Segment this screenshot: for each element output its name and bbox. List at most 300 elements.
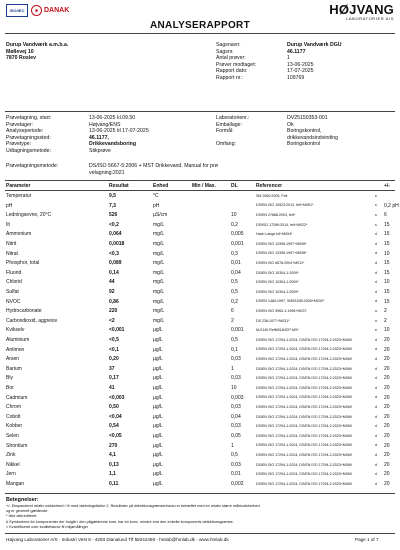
cell-flag: d bbox=[375, 270, 377, 275]
cell-uncertainty: 20 bbox=[384, 404, 390, 411]
cell-result: 0,54 bbox=[109, 423, 119, 430]
cell-reference: DS/EN ISO 10304-1:2009* bbox=[256, 280, 299, 285]
case-label: Antal prøver: bbox=[216, 55, 246, 61]
case-label: Sagsnavn: bbox=[216, 42, 241, 48]
footer-address: Højvang Laboratorier A/S · Industri Vest 8 - 4293 Dianalund Tlf 58242458 - hmlab@hmlab.dk - www.hmlab.dk bbox=[6, 537, 229, 542]
cell-unit: µg/L bbox=[153, 452, 163, 459]
cell-uncertainty: 20 bbox=[384, 337, 390, 343]
cell-reference: DS/EN ISO 10523:2012, felt+M051* bbox=[256, 203, 314, 208]
cell-uncertainty: 15 bbox=[384, 260, 390, 267]
cell-dl: 0,03 bbox=[231, 423, 241, 430]
cell-param: Aluminium bbox=[6, 337, 30, 343]
table-row bbox=[5, 479, 395, 489]
cell-dl: 1 bbox=[231, 442, 234, 449]
cell-flag: d bbox=[375, 472, 377, 477]
cell-param: Antimon bbox=[6, 346, 25, 353]
cell-uncertainty: 0,2 pH bbox=[384, 202, 399, 209]
col-references: Referencer bbox=[256, 183, 283, 189]
cell-param: NVOC bbox=[6, 298, 21, 305]
cell-param: Ammonium bbox=[6, 231, 32, 238]
cell-param: Ledningsevne, 20°C bbox=[6, 212, 52, 219]
table-row bbox=[5, 239, 395, 249]
sample-value: Ok bbox=[287, 121, 294, 128]
cell-uncertainty: 20 bbox=[384, 346, 390, 353]
cell-uncertainty: 20 bbox=[384, 461, 390, 468]
cell-unit: µg/L bbox=[153, 337, 163, 343]
cell-uncertainty: 20 bbox=[384, 375, 390, 382]
sample-value: 13-06-2025 til 17-07-2025 bbox=[89, 128, 149, 134]
cell-param: Sulfat bbox=[6, 289, 19, 295]
case-label: Rapport dato: bbox=[216, 68, 248, 74]
cell-flag: u bbox=[375, 318, 377, 323]
brand-subtitle: LABORATORIER A/S bbox=[346, 16, 394, 21]
cell-dl: 0,5 bbox=[231, 289, 238, 295]
case-value: 46.1177 bbox=[287, 48, 306, 55]
cell-param: Temperatur bbox=[6, 193, 32, 199]
cell-dl: 0,03 bbox=[231, 375, 241, 382]
cell-reference: DS/ISO 17289:2014, felt+M022* bbox=[256, 222, 308, 227]
cell-result: 4,1 bbox=[109, 452, 116, 459]
cell-result: <0,2 bbox=[109, 221, 119, 228]
cell-unit: mg/L bbox=[153, 317, 165, 324]
cell-result: 0,20 bbox=[109, 356, 119, 363]
cell-result: <0,003 bbox=[109, 394, 125, 401]
cell-unit: µg/L bbox=[153, 385, 163, 391]
cell-reference: DS/EN ISO 17294-1:2024, DS/EN ISO 17294-2:2023+M069 bbox=[256, 414, 352, 419]
cell-unit: µg/L bbox=[153, 481, 163, 487]
cell-dl: 0,3 bbox=[231, 250, 238, 257]
cell-flag: d bbox=[375, 251, 377, 256]
cell-flag: d bbox=[375, 289, 377, 294]
cell-reference: DS/EN ISO 17294-1:2024, DS/EN ISO 17294-2:2023+M069 bbox=[256, 481, 352, 486]
cell-result: 526 bbox=[109, 212, 118, 219]
sample-label: Laboratorienr.: bbox=[216, 115, 250, 121]
cell-uncertainty: 2 bbox=[384, 317, 387, 324]
col-uncertainty: +/- bbox=[384, 183, 390, 189]
sample-value: Stikprøve bbox=[89, 147, 111, 154]
table-row bbox=[5, 220, 395, 230]
cell-unit: µg/L bbox=[153, 442, 163, 449]
brand-name: HØJVANG bbox=[329, 2, 394, 17]
cell-reference: DS/EN ISO 17294-1:2024, DS/EN ISO 17294-2:2023+M069 bbox=[256, 356, 352, 361]
table-row bbox=[5, 268, 395, 278]
cell-uncertainty: 15 bbox=[384, 221, 390, 228]
cell-unit: mg/L bbox=[153, 260, 165, 267]
cell-result: <0,001 bbox=[109, 327, 125, 334]
cell-flag: s bbox=[375, 203, 377, 208]
cell-unit: µg/L bbox=[153, 423, 163, 430]
cell-param: Cadmium bbox=[6, 394, 28, 401]
cell-flag: s bbox=[375, 193, 377, 198]
case-label: Rapport nr.: bbox=[216, 74, 244, 81]
cell-flag: e bbox=[375, 328, 377, 333]
cell-uncertainty: 20 bbox=[384, 423, 390, 430]
sample-label: Prøvetype: bbox=[6, 141, 32, 147]
cell-param: Strontium bbox=[6, 442, 28, 449]
sample-value: Boringskontrol bbox=[287, 141, 321, 147]
cell-flag: d bbox=[375, 376, 377, 381]
cell-unit: mg/L bbox=[153, 241, 165, 247]
cell-param: Nitrat bbox=[6, 250, 18, 257]
cell-dl: 0,001 bbox=[231, 241, 244, 247]
cell-reference: DS/EN ISO 17294-1:2024, DS/EN ISO 17294-2:2023+M069 bbox=[256, 433, 352, 438]
cell-reference: DS/EN ISO 9963-1:1996+M037 bbox=[256, 308, 307, 313]
cell-reference: DS/EN ISO 17294-1:2024, DS/EN ISO 17294-2:2023+M069 bbox=[256, 472, 352, 477]
method-label: Prøvetagningsmetode: bbox=[6, 163, 59, 169]
table-row bbox=[5, 249, 395, 259]
cell-flag: d bbox=[375, 481, 377, 486]
cell-unit: mg/L bbox=[153, 269, 165, 276]
cell-uncertainty: 15 bbox=[384, 298, 390, 305]
danak-label: DANAK bbox=[44, 7, 70, 14]
table-row bbox=[5, 325, 395, 335]
cell-unit: pH bbox=[153, 202, 160, 209]
case-value: 1 bbox=[287, 55, 290, 61]
table-row bbox=[5, 402, 395, 412]
client-street: Møllevej 10 bbox=[6, 48, 34, 55]
cell-unit: °C bbox=[153, 193, 159, 199]
cell-unit: mg/L bbox=[153, 250, 165, 257]
cell-result: 0,86 bbox=[109, 298, 119, 305]
cell-dl: 10 bbox=[231, 385, 237, 391]
cell-reference: DS/EN ISO 17294-1:2024, DS/EN ISO 17294-2:2023+M069 bbox=[256, 347, 352, 352]
cell-flag: d bbox=[375, 232, 377, 237]
cell-param: Fluorid bbox=[6, 269, 22, 276]
table-row bbox=[5, 383, 395, 393]
cell-uncertainty: 20 bbox=[384, 433, 390, 439]
cell-unit: µg/L bbox=[153, 394, 163, 401]
cell-flag: d bbox=[375, 280, 377, 285]
col-unit: Enhed bbox=[153, 183, 169, 189]
cell-dl: 0,2 bbox=[231, 221, 238, 228]
cell-flag: d bbox=[375, 347, 377, 352]
cell-uncertainty: 15 bbox=[384, 289, 390, 295]
col-minmax: Min / Max. bbox=[192, 183, 216, 189]
client-name: Durup Vandværk a.m.b.a. bbox=[6, 42, 69, 48]
cell-param: Nitrit bbox=[6, 241, 17, 247]
cell-unit: µg/L bbox=[153, 327, 163, 334]
cell-uncertainty: 20 bbox=[384, 452, 390, 459]
note-line: > Kvantificeret over kvalitetskrav til miljømålinger bbox=[6, 524, 88, 529]
cell-unit: µg/L bbox=[153, 433, 163, 439]
table-row bbox=[5, 191, 395, 201]
sample-label: Analyseperiode: bbox=[6, 128, 44, 134]
cell-result: 1,1 bbox=[109, 471, 116, 478]
table-row bbox=[5, 450, 395, 460]
cell-flag: d bbox=[375, 366, 377, 371]
case-value: 17-07-2025 bbox=[287, 68, 314, 74]
cell-reference: DS/EN ISO 17294-1:2024, DS/EN ISO 17294-2:2023+M069 bbox=[256, 452, 352, 457]
cell-result: 0,50 bbox=[109, 404, 119, 411]
cell-dl: 1 bbox=[231, 365, 234, 372]
table-row bbox=[5, 297, 395, 307]
cell-uncertainty: 10 bbox=[384, 250, 390, 257]
cell-dl: 0,5 bbox=[231, 337, 238, 343]
accreditation-logos bbox=[6, 4, 84, 17]
sample-value: Højvang/ENS bbox=[89, 121, 121, 128]
sample-label: Prøvetager: bbox=[6, 121, 34, 128]
cell-unit: mg/L bbox=[153, 279, 165, 286]
cell-reference: DS/EN ISO 6878:2004+M011* bbox=[256, 260, 305, 265]
table-row bbox=[5, 460, 395, 470]
table-row bbox=[5, 431, 395, 441]
sample-label: Formål: bbox=[216, 128, 234, 134]
footer-rule bbox=[5, 533, 395, 534]
cell-result: <0,3 bbox=[109, 250, 119, 257]
cell-result: <0,05 bbox=[109, 433, 122, 439]
cell-param: Carbondioxid, aggresiv bbox=[6, 317, 58, 324]
table-row bbox=[5, 421, 395, 431]
cell-unit: µg/L bbox=[153, 375, 163, 382]
cell-uncertainty: 20 bbox=[384, 413, 390, 420]
table-row bbox=[5, 441, 395, 451]
sample-label: Emballage: bbox=[216, 121, 242, 128]
cell-result: <0,5 bbox=[109, 337, 119, 343]
table-row bbox=[5, 393, 395, 403]
cell-dl: 0,5 bbox=[231, 279, 238, 286]
cell-flag: d bbox=[375, 424, 377, 429]
section-divider bbox=[5, 111, 395, 112]
cell-uncertainty: 20 bbox=[384, 481, 390, 487]
notes-list bbox=[6, 504, 394, 530]
cell-dl: 0,1 bbox=[231, 346, 238, 353]
cell-reference: DS 236:1977+M031* bbox=[256, 318, 290, 323]
cell-reference: Hach Lange kit+M004* bbox=[256, 232, 293, 237]
cell-param: Kvikselv bbox=[6, 327, 25, 334]
cell-dl: 0,03 bbox=[231, 461, 241, 468]
cell-dl: 0,003 bbox=[231, 394, 244, 401]
cell-uncertainty: 20 bbox=[384, 385, 390, 391]
cell-uncertainty: 20 bbox=[384, 365, 390, 372]
cell-param: Phosphor, total bbox=[6, 260, 40, 267]
table-row bbox=[5, 277, 395, 287]
cell-reference: DS/EN ISO 17294-1:2024, DS/EN ISO 17294-2:2023+M069 bbox=[256, 395, 352, 400]
cell-result: 0,14 bbox=[109, 269, 119, 276]
sample-label: Prøvetagningssted: bbox=[6, 134, 51, 141]
cell-unit: mg/L bbox=[153, 231, 165, 238]
cell-reference: DS/EN ISO 17294-1:2024, DS/EN ISO 17294-2:2023+M069 bbox=[256, 404, 352, 409]
cell-reference: DS/EN 27888:2003, felt* bbox=[256, 212, 296, 217]
cell-reference: DS/EN ISO 17294-1:2024, DS/EN ISO 17294-2:2023+M069 bbox=[256, 337, 352, 342]
cell-dl: 0,01 bbox=[231, 471, 241, 478]
cell-param: Bor bbox=[6, 385, 14, 391]
ilac-badge: ISO/IEC bbox=[6, 4, 28, 17]
cell-param: Hydrocarbonate bbox=[6, 308, 42, 315]
cell-result: 0,11 bbox=[109, 481, 119, 487]
page-title: ANALYSERAPPORT bbox=[150, 20, 250, 31]
cell-flag: d bbox=[375, 260, 377, 265]
cell-dl: 10 bbox=[231, 212, 237, 219]
cell-flag: d bbox=[375, 356, 377, 361]
note-line: og er generelt gældende. bbox=[6, 509, 49, 514]
cell-dl: 2 bbox=[231, 317, 234, 324]
cell-unit: µg/L bbox=[153, 404, 163, 411]
table-row bbox=[5, 258, 395, 268]
cell-reference: DS/EN ISO 17294-1:2024, DS/EN ISO 17294-2:2023+M069 bbox=[256, 462, 352, 467]
cell-reference: DS/EN ISO 17294-1:2024, DS/EN ISO 17294-2:2023+M069 bbox=[256, 443, 352, 448]
sample-value: Drikkevandsboring bbox=[89, 141, 136, 147]
table-row bbox=[5, 316, 395, 326]
cell-reference: DS/EN ISO 10304-1:2009* bbox=[256, 289, 299, 294]
cell-dl: 0,01 bbox=[231, 260, 241, 267]
cell-result: 41 bbox=[109, 385, 115, 391]
table-row bbox=[5, 469, 395, 479]
cell-uncertainty: 15 bbox=[384, 269, 390, 276]
cell-param: Cobolt bbox=[6, 413, 21, 420]
cell-reference: SM 2550:2005, Felt bbox=[256, 193, 288, 198]
cell-reference: M-0140 RefM018/ICP-MS* bbox=[256, 328, 299, 333]
page-number: Page 1 of 7 bbox=[355, 537, 379, 542]
cell-param: Nikkel bbox=[6, 461, 20, 468]
cell-result: 7,3 bbox=[109, 202, 116, 209]
table-row bbox=[5, 229, 395, 239]
cell-uncertainty: 6 bbox=[384, 212, 387, 219]
cell-dl: 0,03 bbox=[231, 404, 241, 411]
hojvang-logo bbox=[304, 3, 394, 21]
table-row bbox=[5, 335, 395, 345]
table-row bbox=[5, 412, 395, 422]
cell-result: <0,04 bbox=[109, 413, 122, 420]
cell-flag: s bbox=[375, 212, 377, 217]
cell-unit: µg/L bbox=[153, 346, 163, 353]
cell-unit: µS/cm bbox=[153, 212, 168, 219]
notes-title: Betegnelser: bbox=[6, 497, 39, 503]
cell-param: Barium bbox=[6, 365, 22, 372]
danak-mark-icon: ✱ bbox=[31, 5, 42, 16]
cell-uncertainty: 20 bbox=[384, 471, 390, 478]
client-city: 7870 Roslev bbox=[6, 55, 36, 61]
cell-unit: µg/L bbox=[153, 471, 163, 478]
table-row bbox=[5, 354, 395, 364]
col-parameter: Parameter bbox=[6, 183, 31, 189]
cell-flag: d bbox=[375, 385, 377, 390]
sample-value: drikkevandsindvinding bbox=[287, 134, 339, 141]
cell-result: 0,0018 bbox=[109, 241, 125, 247]
sample-value: 46.1177, bbox=[89, 134, 109, 141]
cell-dl: 0,05 bbox=[231, 433, 241, 439]
cell-uncertainty: 10 bbox=[384, 327, 390, 334]
table-bottom-rule bbox=[5, 493, 395, 494]
cell-flag: u bbox=[375, 308, 377, 313]
table-row bbox=[5, 306, 395, 316]
cell-uncertainty: 20 bbox=[384, 442, 390, 449]
cell-param: Bly bbox=[6, 375, 13, 382]
case-label: Prøver modtaget: bbox=[216, 61, 257, 68]
cell-unit: mg/L bbox=[153, 298, 165, 305]
cell-flag: s bbox=[375, 222, 377, 227]
case-label: Sagsnr. bbox=[216, 48, 234, 55]
table-row bbox=[5, 201, 399, 211]
cell-result: 0,089 bbox=[109, 260, 122, 267]
note-line: +/- Ekspanderet relativ usikkerhed i % med dækningsfaktor 2. Resultater på detektionsgrænseniveau er behæftet med en relativ større måleusikkerhed bbox=[6, 504, 260, 508]
cell-flag: d bbox=[375, 337, 377, 342]
cell-reference: DS/EN ISO 17294-1:2024, DS/EN ISO 17294-2:2023+M069 bbox=[256, 376, 352, 381]
col-dl: DL bbox=[231, 183, 238, 189]
cell-dl: 0,001 bbox=[231, 327, 244, 334]
cell-param: Selen bbox=[6, 433, 19, 439]
cell-flag: d bbox=[375, 299, 377, 304]
cell-flag: d bbox=[375, 414, 377, 419]
cell-flag: d bbox=[375, 395, 377, 400]
cell-flag: d bbox=[375, 452, 377, 457]
cell-uncertainty: 2 bbox=[384, 308, 387, 315]
cell-param: pH bbox=[6, 202, 13, 209]
cell-uncertainty: 15 bbox=[384, 241, 390, 247]
sample-value: DV25150353-001 bbox=[287, 115, 328, 121]
cell-reference: DS/EN ISO 17294-1:2024, DS/EN ISO 17294-2:2023+M069 bbox=[256, 385, 352, 390]
cell-uncertainty: 10 bbox=[384, 279, 390, 286]
case-value: 13-06-2025 bbox=[287, 61, 314, 68]
cell-unit: µg/L bbox=[153, 365, 163, 372]
cell-unit: µg/L bbox=[153, 356, 163, 363]
cell-unit: mg/L bbox=[153, 308, 165, 315]
cell-dl: 0,002 bbox=[231, 481, 244, 487]
cell-unit: mg/L bbox=[153, 289, 165, 295]
table-row bbox=[5, 373, 395, 383]
cell-param: Chrom bbox=[6, 404, 22, 411]
cell-reference: DS/EN ISO 10304-1:2009* bbox=[256, 270, 299, 275]
sample-value: 13-06-2025 kl.09.50 bbox=[89, 115, 136, 121]
note-line: # Symbolerne for komponenter der indgår i den pågældende sum, har en konc. mindre end den enkelte komponents detektionsgrænse. bbox=[6, 519, 234, 524]
cell-result: 37 bbox=[109, 365, 115, 372]
table-row bbox=[5, 364, 395, 374]
cell-result: 9,5 bbox=[109, 193, 116, 199]
cell-result: 44 bbox=[109, 279, 115, 286]
cell-dl: 0,2 bbox=[231, 298, 238, 305]
cell-flag: d bbox=[375, 433, 377, 438]
cell-reference: DS/EN ISO 17294-1:2024, DS/EN ISO 17294-2:2023+M069 bbox=[256, 366, 352, 371]
cell-unit: µg/L bbox=[153, 461, 163, 468]
cell-flag: d bbox=[375, 462, 377, 467]
cell-param: Chlorid bbox=[6, 279, 22, 286]
cell-param: Ilt bbox=[6, 221, 10, 228]
cell-reference: DS/EN ISO 17294-1:2024, DS/EN ISO 17294-2:2023+M069 bbox=[256, 424, 352, 429]
cell-dl: 0,03 bbox=[231, 356, 241, 363]
cell-reference: DS/EN ISO 13395:1997+M008* bbox=[256, 251, 307, 256]
cell-result: 270 bbox=[109, 442, 118, 449]
cell-result: 0,064 bbox=[109, 231, 122, 238]
cell-param: Arsen bbox=[6, 356, 20, 363]
cell-reference: DS/EN 1484:1997, SM5310B:2005+M032* bbox=[256, 299, 325, 304]
method-value-line1: DS/ISO 5667-5:2006 + MST Drikkevand. Manual for prø bbox=[89, 163, 218, 169]
sample-label: Prøvetagning, start: bbox=[6, 115, 52, 121]
cell-dl: 0,005 bbox=[231, 231, 244, 238]
cell-result: 92 bbox=[109, 289, 115, 295]
table-row bbox=[5, 287, 395, 297]
danak-logo bbox=[31, 5, 69, 16]
note-line: * Ikke akkrediteret. bbox=[6, 514, 38, 519]
cell-dl: 0,5 bbox=[231, 452, 238, 459]
cell-result: 0,17 bbox=[109, 375, 119, 382]
cell-flag: d bbox=[375, 443, 377, 448]
sample-label: Udtagningsmetode: bbox=[6, 147, 51, 154]
sample-label: Omfang: bbox=[216, 141, 236, 147]
cell-result: <2 bbox=[109, 317, 115, 324]
cell-unit: mg/L bbox=[153, 221, 165, 228]
cell-param: Zink bbox=[6, 452, 16, 459]
table-row bbox=[5, 345, 395, 355]
cell-dl: 6 bbox=[231, 308, 234, 315]
cell-uncertainty: 20 bbox=[384, 356, 390, 363]
cell-uncertainty: 15 bbox=[384, 231, 390, 238]
table-row bbox=[5, 210, 395, 220]
cell-dl: 0,04 bbox=[231, 269, 241, 276]
sample-value: Boringskontrol, bbox=[287, 128, 322, 134]
cell-result: 220 bbox=[109, 308, 118, 315]
method-value-line2: vetagning:2021 bbox=[89, 169, 125, 176]
cell-flag: d bbox=[375, 241, 377, 246]
title-divider bbox=[5, 33, 395, 34]
